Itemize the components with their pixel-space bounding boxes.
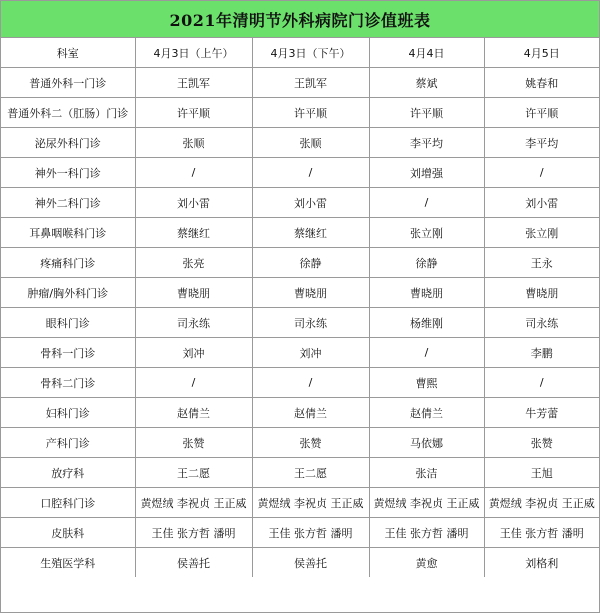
table-row: [1, 338, 599, 368]
duty-cell: 侯善托: [135, 548, 252, 578]
duty-cell: 姚春和: [484, 68, 599, 98]
duty-cell: 王佳 张方哲 潘明: [135, 518, 252, 548]
duty-cell: 徐静: [252, 248, 369, 278]
duty-cell: 赵倩兰: [369, 398, 484, 428]
duty-cell: 赵倩兰: [252, 398, 369, 428]
duty-cell: 李平均: [484, 128, 599, 158]
duty-cell: 王永: [484, 248, 599, 278]
duty-cell: /: [484, 368, 599, 398]
duty-cell: 张洁: [369, 458, 484, 488]
table-row: [1, 518, 599, 548]
column-header-department: 科室: [1, 38, 135, 68]
duty-cell: 许平顺: [135, 98, 252, 128]
table-row: [1, 428, 599, 458]
table-row: [1, 68, 599, 98]
department-cell: 眼科门诊: [1, 308, 135, 338]
department-cell: 骨科二门诊: [1, 368, 135, 398]
duty-cell: /: [369, 338, 484, 368]
department-cell: 骨科一门诊: [1, 338, 135, 368]
table-row: [1, 368, 599, 398]
duty-cell: 张立刚: [369, 218, 484, 248]
duty-cell: 杨维刚: [369, 308, 484, 338]
duty-cell: 许平顺: [369, 98, 484, 128]
duty-cell: 侯善托: [252, 548, 369, 578]
department-cell: 普通外科二（肛肠）门诊: [1, 98, 135, 128]
duty-cell: 刘小雷: [252, 188, 369, 218]
duty-cell: 许平顺: [484, 98, 599, 128]
duty-cell: 王佳 张方哲 潘明: [484, 518, 599, 548]
department-cell: 神外二科门诊: [1, 188, 135, 218]
duty-cell: 徐静: [369, 248, 484, 278]
duty-cell: 蔡继红: [252, 218, 369, 248]
duty-cell: 张赞: [252, 428, 369, 458]
duty-cell: 许平顺: [252, 98, 369, 128]
header-row: [1, 38, 599, 68]
duty-cell: 曹晓朋: [252, 278, 369, 308]
duty-cell: 马依娜: [369, 428, 484, 458]
duty-cell: 王佳 张方哲 潘明: [369, 518, 484, 548]
duty-cell: /: [369, 188, 484, 218]
table-row: [1, 248, 599, 278]
table-row: [1, 128, 599, 158]
duty-cell: 曹晓朋: [369, 278, 484, 308]
department-cell: 普通外科一门诊: [1, 68, 135, 98]
duty-cell: 曹晓朋: [135, 278, 252, 308]
department-cell: 产科门诊: [1, 428, 135, 458]
table-row: [1, 218, 599, 248]
roster-title: 2021年清明节外科病院门诊值班表: [169, 10, 431, 30]
table-row: [1, 398, 599, 428]
duty-cell: 李平均: [369, 128, 484, 158]
duty-cell: 李鹏: [484, 338, 599, 368]
duty-cell: 刘冲: [135, 338, 252, 368]
duty-cell: /: [484, 158, 599, 188]
department-cell: 耳鼻咽喉科门诊: [1, 218, 135, 248]
department-cell: 皮肤科: [1, 518, 135, 548]
duty-cell: 司永练: [135, 308, 252, 338]
duty-cell: 刘小雷: [484, 188, 599, 218]
duty-cell: /: [252, 368, 369, 398]
department-cell: 生殖医学科: [1, 548, 135, 578]
duty-cell: 赵倩兰: [135, 398, 252, 428]
duty-cell: 蔡继红: [135, 218, 252, 248]
duty-cell: 刘增强: [369, 158, 484, 188]
duty-cell: 张赞: [135, 428, 252, 458]
department-cell: 肿瘤/胸外科门诊: [1, 278, 135, 308]
duty-cell: 张赞: [484, 428, 599, 458]
duty-cell: 王凯军: [252, 68, 369, 98]
duty-cell: 刘格利: [484, 548, 599, 578]
duty-cell: 司永练: [252, 308, 369, 338]
department-cell: 妇科门诊: [1, 398, 135, 428]
table-row: [1, 308, 599, 338]
table-row: [1, 488, 599, 518]
duty-cell: 王二愿: [135, 458, 252, 488]
duty-cell: 黄煜绒 李祝贞 王正威: [484, 488, 599, 518]
duty-cell: 张亮: [135, 248, 252, 278]
duty-cell: 王佳 张方哲 潘明: [252, 518, 369, 548]
duty-cell: /: [135, 368, 252, 398]
column-header-apr5: 4月5日: [484, 38, 599, 68]
table-row: [1, 158, 599, 188]
column-header-apr3-am: 4月3日（上午）: [135, 38, 252, 68]
duty-cell: 王旭: [484, 458, 599, 488]
duty-cell: 黄煜绒 李祝贞 王正威: [135, 488, 252, 518]
duty-cell: 张顺: [135, 128, 252, 158]
duty-cell: 蔡斌: [369, 68, 484, 98]
duty-cell: 王二愿: [252, 458, 369, 488]
duty-cell: 刘冲: [252, 338, 369, 368]
department-cell: 口腔科门诊: [1, 488, 135, 518]
column-header-apr3-pm: 4月3日（下午）: [252, 38, 369, 68]
duty-cell: 曹晓朋: [484, 278, 599, 308]
table-row: [1, 458, 599, 488]
duty-cell: 牛芳蕾: [484, 398, 599, 428]
duty-cell: 刘小雷: [135, 188, 252, 218]
table-row: [1, 278, 599, 308]
duty-cell: 王凯军: [135, 68, 252, 98]
duty-roster-table: [1, 38, 599, 577]
department-cell: 疼痛科门诊: [1, 248, 135, 278]
duty-cell: 黄煜绒 李祝贞 王正威: [252, 488, 369, 518]
title-bar: [1, 1, 599, 38]
duty-cell: /: [135, 158, 252, 188]
table-row: [1, 548, 599, 578]
duty-cell: 曹熙: [369, 368, 484, 398]
duty-cell: /: [252, 158, 369, 188]
department-cell: 放疗科: [1, 458, 135, 488]
duty-cell: 张立刚: [484, 218, 599, 248]
table-row: [1, 98, 599, 128]
roster-body: [1, 68, 599, 578]
table-row: [1, 188, 599, 218]
duty-cell: 黄煜绒 李祝贞 王正威: [369, 488, 484, 518]
duty-cell: 司永练: [484, 308, 599, 338]
duty-cell: 黄愈: [369, 548, 484, 578]
department-cell: 神外一科门诊: [1, 158, 135, 188]
column-header-apr4: 4月4日: [369, 38, 484, 68]
department-cell: 泌尿外科门诊: [1, 128, 135, 158]
duty-cell: 张顺: [252, 128, 369, 158]
